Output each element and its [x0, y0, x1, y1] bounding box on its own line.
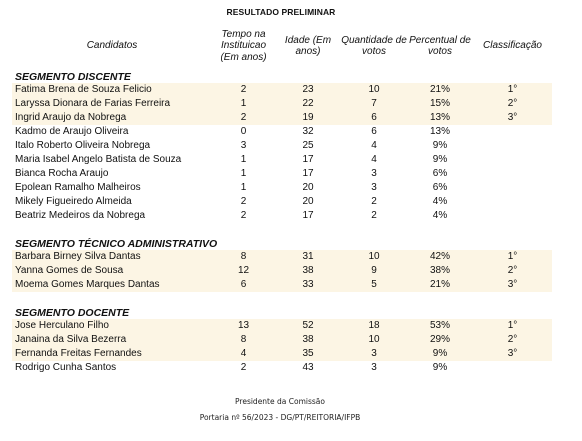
- cell-nome: Rodrigo Cunha Santos: [15, 362, 117, 373]
- cell-idade: 38: [275, 333, 341, 347]
- cell-nome: Fatima Brena de Souza Felicio: [12, 83, 212, 97]
- cell-classificacao: 2°: [473, 264, 552, 278]
- cell-classificacao: [473, 153, 552, 167]
- cell-tempo: 1: [212, 97, 275, 111]
- header-candidatos: Candidatos: [86, 40, 138, 52]
- cell-votos: 10: [341, 333, 407, 347]
- cell-nome: Laryssa Dionara de Farias Ferreira: [12, 97, 212, 111]
- cell-nome: Moema Gomes Marques Dantas: [12, 278, 212, 292]
- cell-percentual: 6%: [432, 182, 448, 193]
- cell-tempo: 1: [240, 182, 247, 193]
- cell-tempo: 0: [240, 126, 247, 137]
- cell-percentual: 21%: [407, 83, 473, 97]
- cell-votos: 10: [341, 250, 407, 264]
- table-row: [12, 83, 552, 97]
- section-spacer: [12, 223, 552, 235]
- cell-tempo: 1: [240, 154, 247, 165]
- table-row: [12, 264, 552, 278]
- cell-votos: 2: [371, 210, 377, 221]
- segment-header-row: [12, 235, 552, 250]
- cell-percentual: 42%: [407, 250, 473, 264]
- cell-idade: 17: [302, 168, 314, 179]
- cell-votos: 5: [341, 278, 407, 292]
- cell-nome: Beatriz Medeiros da Nobrega: [15, 210, 146, 221]
- cell-votos: 6: [341, 111, 407, 125]
- cell-percentual: 21%: [407, 278, 473, 292]
- cell-votos: 3: [341, 347, 407, 361]
- table-row: [12, 278, 552, 292]
- cell-idade: 38: [275, 264, 341, 278]
- cell-idade: 17: [302, 210, 314, 221]
- spacer-cell: [12, 223, 552, 235]
- cell-classificacao: 1°: [473, 83, 552, 97]
- table-row: [12, 361, 552, 375]
- cell-tempo: 12: [212, 264, 275, 278]
- cell-nome: Janaina da Silva Bezerra: [12, 333, 212, 347]
- cell-idade: 20: [302, 182, 314, 193]
- section-spacer: [12, 292, 552, 304]
- cell-votos: 18: [341, 319, 407, 333]
- cell-tempo: 8: [212, 250, 275, 264]
- table-row: [12, 181, 552, 195]
- cell-tempo: 2: [240, 362, 247, 373]
- table-row: [12, 125, 552, 139]
- cell-percentual: 9%: [432, 154, 448, 165]
- cell-percentual: 13%: [407, 111, 473, 125]
- cell-idade: 52: [275, 319, 341, 333]
- header-idade: Idade (Em anos): [284, 34, 332, 57]
- header-percentual: Percentual de votos: [409, 34, 471, 57]
- cell-classificacao: 3°: [473, 111, 552, 125]
- cell-nome: Maria Isabel Angelo Batista de Souza: [15, 154, 182, 165]
- cell-classificacao: [473, 209, 552, 223]
- header-quantidade: Quantidade de votos: [341, 34, 407, 57]
- cell-nome: Kadmo de Araujo Oliveira: [15, 126, 129, 137]
- cell-votos: 10: [341, 83, 407, 97]
- cell-votos: 7: [341, 97, 407, 111]
- document-title: RESULTADO PRELIMINAR: [226, 7, 336, 17]
- cell-classificacao: [473, 181, 552, 195]
- cell-classificacao: 3°: [473, 347, 552, 361]
- cell-percentual: 29%: [407, 333, 473, 347]
- cell-classificacao: 1°: [473, 250, 552, 264]
- cell-percentual: 15%: [407, 97, 473, 111]
- cell-tempo: 1: [240, 168, 247, 179]
- table-row: [12, 347, 552, 361]
- header-classificacao: Classificação: [483, 40, 542, 52]
- cell-nome: Italo Roberto Oliveira Nobrega: [15, 140, 151, 151]
- table-row: [12, 209, 552, 223]
- cell-percentual: 9%: [432, 140, 448, 151]
- cell-tempo: 2: [212, 83, 275, 97]
- cell-votos: 4: [371, 154, 377, 165]
- cell-votos: 3: [371, 168, 377, 179]
- cell-percentual: 53%: [407, 319, 473, 333]
- cell-percentual: 4%: [432, 210, 448, 221]
- footer-president: Presidente da Comissão: [235, 397, 325, 406]
- table-row: [12, 153, 552, 167]
- segment-header-row: [12, 68, 552, 83]
- cell-idade: 22: [275, 97, 341, 111]
- cell-classificacao: 1°: [473, 319, 552, 333]
- cell-classificacao: [473, 361, 552, 375]
- results-table: [12, 24, 552, 375]
- cell-idade: 33: [275, 278, 341, 292]
- cell-idade: 32: [302, 126, 314, 137]
- results-body: [12, 68, 552, 375]
- cell-classificacao: 3°: [473, 278, 552, 292]
- cell-idade: 43: [302, 362, 314, 373]
- cell-votos: 6: [371, 126, 377, 137]
- cell-tempo: 8: [212, 333, 275, 347]
- cell-votos: 4: [371, 140, 377, 151]
- cell-tempo: 4: [212, 347, 275, 361]
- cell-nome: Barbara Birney Silva Dantas: [12, 250, 212, 264]
- segment-title: SEGMENTO TÉCNICO ADMINISTRATIVO: [15, 238, 218, 250]
- cell-nome: Fernanda Freitas Fernandes: [12, 347, 212, 361]
- table-row: [12, 250, 552, 264]
- cell-votos: 9: [341, 264, 407, 278]
- cell-tempo: 2: [212, 111, 275, 125]
- cell-classificacao: [473, 195, 552, 209]
- cell-idade: 20: [302, 196, 314, 207]
- cell-idade: 19: [275, 111, 341, 125]
- header-row: [12, 24, 552, 68]
- cell-classificacao: 2°: [473, 333, 552, 347]
- cell-idade: 23: [275, 83, 341, 97]
- segment-title: SEGMENTO DOCENTE: [15, 307, 130, 319]
- table-row: [12, 319, 552, 333]
- cell-tempo: 6: [212, 278, 275, 292]
- cell-classificacao: [473, 139, 552, 153]
- cell-idade: 25: [302, 140, 314, 151]
- cell-nome: Ingrid Araujo da Nobrega: [12, 111, 212, 125]
- cell-idade: 17: [302, 154, 314, 165]
- cell-tempo: 3: [240, 140, 247, 151]
- table-row: [12, 195, 552, 209]
- header-tempo: Tempo na Instituicao (Em anos): [220, 28, 267, 63]
- table-row: [12, 111, 552, 125]
- cell-nome: Yanna Gomes de Sousa: [12, 264, 212, 278]
- cell-votos: 3: [371, 182, 377, 193]
- table-row: [12, 167, 552, 181]
- cell-tempo: 2: [240, 196, 247, 207]
- segment-header-row: [12, 304, 552, 319]
- footer-portaria: Portaria nº 56/2023 - DG/PT/REITORIA/IFPB: [199, 413, 361, 422]
- cell-percentual: 38%: [407, 264, 473, 278]
- cell-nome: Jose Herculano Filho: [12, 319, 212, 333]
- cell-nome: Epolean Ramalho Malheiros: [15, 182, 141, 193]
- cell-tempo: 13: [212, 319, 275, 333]
- cell-tempo: 2: [240, 210, 247, 221]
- cell-nome: Bianca Rocha Araujo: [15, 168, 109, 179]
- cell-nome: Mikely Figueiredo Almeida: [15, 196, 132, 207]
- segment-title: SEGMENTO DISCENTE: [15, 71, 131, 83]
- spacer-cell: [12, 292, 552, 304]
- table-row: [12, 333, 552, 347]
- cell-idade: 31: [275, 250, 341, 264]
- table-row: [12, 139, 552, 153]
- cell-classificacao: 2°: [473, 97, 552, 111]
- cell-percentual: 9%: [432, 362, 448, 373]
- cell-percentual: 4%: [432, 196, 448, 207]
- cell-idade: 35: [275, 347, 341, 361]
- table-row: [12, 97, 552, 111]
- cell-votos: 3: [371, 362, 377, 373]
- cell-votos: 2: [371, 196, 377, 207]
- cell-classificacao: [473, 125, 552, 139]
- cell-percentual: 9%: [407, 347, 473, 361]
- cell-percentual: 13%: [429, 126, 450, 137]
- cell-percentual: 6%: [432, 168, 448, 179]
- cell-classificacao: [473, 167, 552, 181]
